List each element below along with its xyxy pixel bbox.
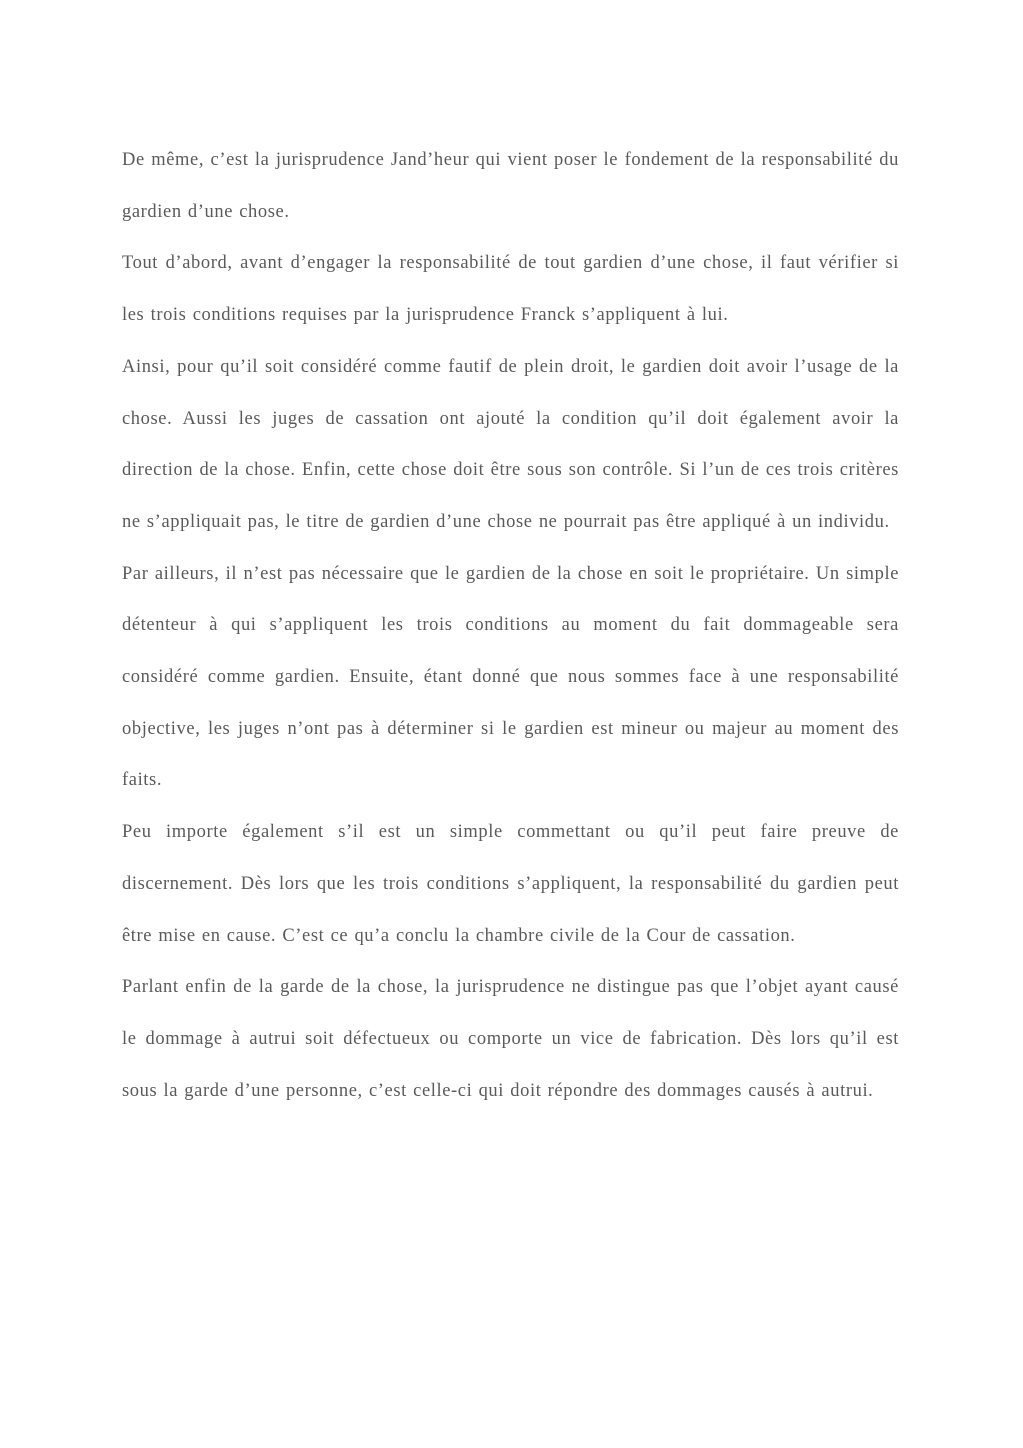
- body-text: [122, 135, 899, 1117]
- paragraph-proprietaire-detenteur: Par ailleurs, il n’est pas nécessaire que le gardien de la chose en soit le propriétaire. Un simple détenteur à qui s’appliquent les trois conditions au moment du fait dommageable sera considéré comme gardien. Ensuite, étant donné que nous sommes face à une responsabilité objective, les juges n’ont pas à déterminer si le gardien est mineur ou majeur au moment des faits.: [122, 563, 899, 791]
- paragraph-conditions-franck: Tout d’abord, avant d’engager la responsabilité de tout gardien d’une chose, il faut vérifier si les trois conditions requises par la jurisprudence Franck s’appliquent à lui.: [122, 253, 899, 326]
- paragraph-usage-direction-controle: Ainsi, pour qu’il soit considéré comme fautif de plein droit, le gardien doit avoir l’usage de la chose. Aussi les juges de cassation ont ajouté la condition qu’il doit également avoir la direction de la chose. Enfin, cette chose doit être sous son contrôle. Si l’un de ces trois critères ne s’appliquait pas, le titre de gardien d’une chose ne pourrait pas être appliqué à un individu.: [122, 356, 899, 532]
- paragraph-jandheur: De même, c’est la jurisprudence Jand’heur qui vient poser le fondement de la responsabilité du gardien d’une chose.: [122, 150, 899, 222]
- paragraph-discernement: Peu importe également s’il est un simple commettant ou qu’il peut faire preuve de discernement. Dès lors que les trois conditions s’appliquent, la responsabilité du gardien peut être mise en cause. C’est ce qu’a conclu la chambre civile de la Cour de cassation.: [122, 822, 899, 946]
- paragraph-garde-de-la-chose: Parlant enfin de la garde de la chose, la jurisprudence ne distingue pas que l’objet ayant causé le dommage à autrui soit défectueux ou comporte un vice de fabrication. Dès lors qu’il est sous la garde d’une personne, c’est celle-ci qui doit répondre des dommages causés à autrui.: [122, 977, 899, 1101]
